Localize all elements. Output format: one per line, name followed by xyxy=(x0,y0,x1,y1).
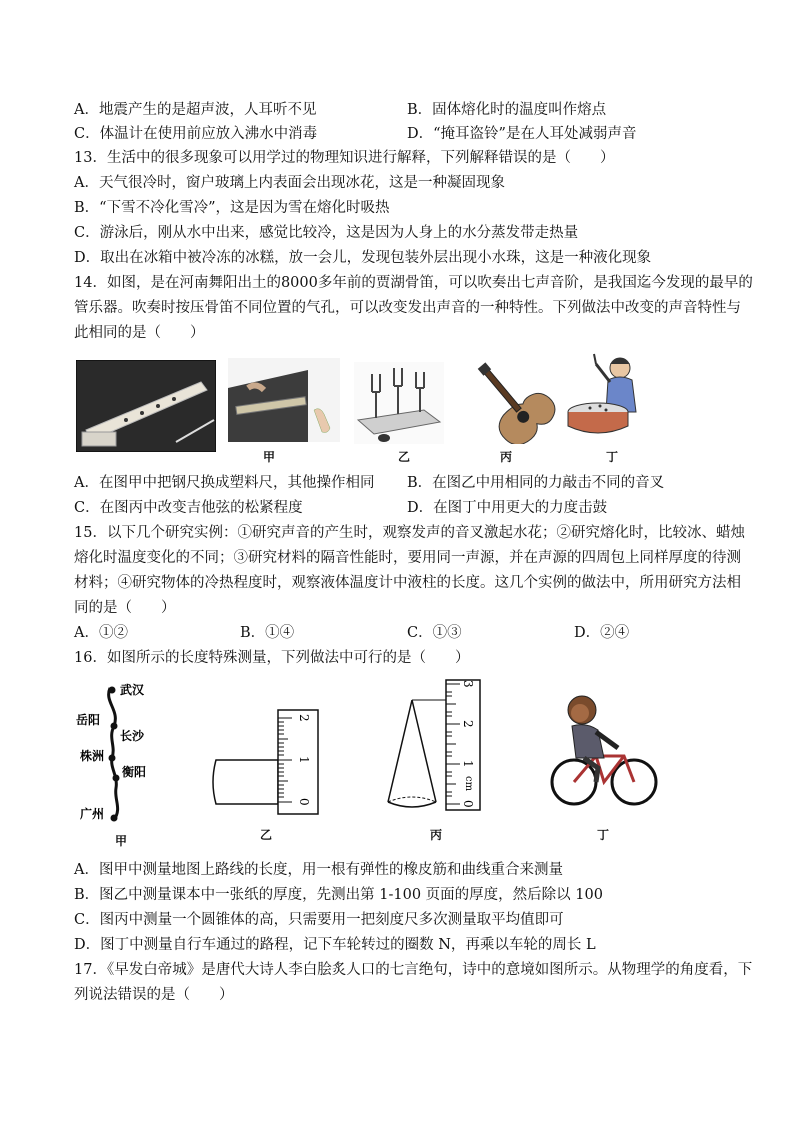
q12-option-d: D．“掩耳盗铃”是在人耳处减弱声音 xyxy=(407,126,637,142)
q14-stem-line1: 14．如图，是在河南舞阳出土的8000多年前的贾湖骨笛，可以吹奏出七声音阶，是我国迄今发现的最早的 xyxy=(74,275,753,291)
tuning-forks-figure xyxy=(354,362,444,444)
q15-stem-line4: 同的是（ ） xyxy=(74,600,176,616)
q15-stem-line1: 15．以下几个研究实例：①研究声音的产生时，观察发声的音叉激起水花；②研究熔化时，比较冰、蜡烛 xyxy=(74,525,745,541)
q14-figure-caption-bing: 丙 xyxy=(500,450,513,464)
drummer-figure xyxy=(564,350,648,444)
q15-option-d: D．②④ xyxy=(574,625,630,641)
q14-option-a: A．在图甲中把钢尺换成塑料尺，其他操作相同 xyxy=(74,475,375,491)
q17-stem-line1: 17．《早发白帝城》是唐代大诗人李白脍炙人口的七言绝句，诗中的意境如图所示。从物理学的角度看，下 xyxy=(74,962,753,978)
q16-option-c: C．图丙中测量一个圆锥体的高，只需要用一把刻度尺多次测量取平均值即可 xyxy=(74,912,564,928)
q15-stem-line3: 材料；④研究物体的冷热程度时，观察液体温度计中液柱的长度。这几个实例的做法中，所用研究方法相 xyxy=(74,575,741,591)
cone-height-ruler-figure xyxy=(380,678,492,816)
q13-option-c: C．游泳后，刚从水中出来，感觉比较冷，这是因为人身上的水分蒸发带走热量 xyxy=(74,225,579,241)
q14-option-d: D．在图丁中用更大的力度击鼓 xyxy=(407,500,608,516)
q13-option-a: A．天气很冷时，窗户玻璃上内表面会出现冰花，这是一种凝固现象 xyxy=(74,175,505,191)
cyclist-figure xyxy=(548,686,658,814)
q12-option-c: C．体温计在使用前应放入沸水中消毒 xyxy=(74,126,318,142)
guitar-figure xyxy=(468,352,564,444)
ruler-c-tick-2: 2 xyxy=(461,720,475,728)
q13-option-d: D．取出在冰箱中被冷冻的冰糕，放一会儿，发现包装外层出现小水珠，这是一种液化现象 xyxy=(74,250,652,266)
bone-flute-photo xyxy=(76,360,216,452)
q14-option-c: C．在图丙中改变吉他弦的松紧程度 xyxy=(74,500,303,516)
ruler-c-unit: cm xyxy=(463,776,474,792)
map-route-figure xyxy=(76,680,166,830)
q13-stem: 13．生活中的很多现象可以用学过的物理知识进行解释，下列解释错误的是（ ） xyxy=(74,150,615,166)
q16-figure-caption-bing: 丙 xyxy=(430,828,443,842)
map-label-hengyang: 衡阳 xyxy=(122,765,147,779)
map-label-yueyang: 岳阳 xyxy=(76,713,101,727)
map-label-zhuzhou: 株洲 xyxy=(80,749,105,763)
q13-option-b: B．“下雪不冷化雪冷”，这是因为雪在熔化时吸热 xyxy=(74,200,390,216)
q14-figure-caption-yi: 乙 xyxy=(398,450,411,464)
map-label-guangzhou: 广州 xyxy=(80,807,105,821)
ruler-c-tick-0: 0 xyxy=(461,800,475,808)
q15-option-a: A．①② xyxy=(74,625,128,641)
q16-option-a: A．图甲中测量地图上路线的长度，用一根有弹性的橡皮筋和曲线重合来测量 xyxy=(74,862,563,878)
q12-option-b: B．固体熔化时的温度叫作熔点 xyxy=(407,102,607,118)
q14-figure-caption-ding: 丁 xyxy=(606,450,619,464)
q16-figure-caption-yi: 乙 xyxy=(260,828,273,842)
q15-option-c: C．①③ xyxy=(407,625,462,641)
q16-stem: 16．如图所示的长度特殊测量，下列做法中可行的是（ ） xyxy=(74,650,470,666)
q15-stem-line2: 熔化时温度变化的不同；③研究材料的隔音性能时，要用同一声源，并在声源的四周包上同样厚度的待测 xyxy=(74,550,741,566)
q16-option-d: D．图丁中测量自行车通过的路程，记下车轮转过的圈数 N，再乘以车轮的周长 L xyxy=(74,937,596,953)
map-label-wuhan: 武汉 xyxy=(120,683,145,697)
q14-stem-line3: 此相同的是（ ） xyxy=(74,325,205,341)
q16-option-b: B．图乙中测量课本中一张纸的厚度，先测出第 1-100 页面的厚度，然后除以 100 xyxy=(74,887,603,903)
map-label-changsha: 长沙 xyxy=(120,729,145,743)
q15-option-b: B．①④ xyxy=(240,625,295,641)
ruler-b-tick-0: 0 xyxy=(297,798,311,806)
q17-stem-line2: 列说法错误的是（ ） xyxy=(74,987,234,1003)
q14-option-b: B．在图乙中用相同的力敲击不同的音叉 xyxy=(407,475,665,491)
ruler-b-tick-2: 2 xyxy=(297,714,311,722)
ruler-b-tick-1: 1 xyxy=(297,756,311,764)
q16-figure-caption-ding: 丁 xyxy=(597,828,610,842)
q12-option-a: A．地震产生的是超声波，人耳听不见 xyxy=(74,102,317,118)
q16-figure-caption-jia: 甲 xyxy=(115,834,128,848)
book-thickness-ruler-figure xyxy=(210,708,326,818)
q14-figure-caption-jia: 甲 xyxy=(263,450,276,464)
steel-ruler-desk-figure xyxy=(228,358,340,442)
q14-stem-line2: 管乐器。吹奏时按压骨笛不同位置的气孔，可以改变发出声音的一种特性。下列做法中改变的声音特性与 xyxy=(74,300,741,316)
ruler-c-tick-1: 1 xyxy=(461,760,475,768)
ruler-c-tick-3: 3 xyxy=(461,680,475,688)
